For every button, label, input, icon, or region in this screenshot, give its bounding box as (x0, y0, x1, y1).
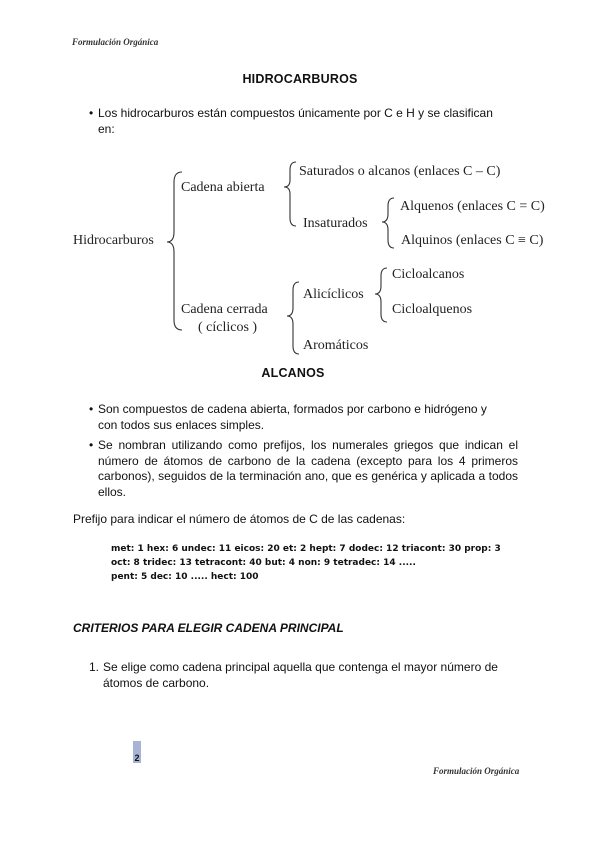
prefix-line-1: met: 1 hex: 6 undec: 11 eicos: 20 et: 2 hept: 7 dodec: 12 triacont: 30 prop: 3 (111, 544, 501, 554)
diagram-saturated: Saturados o alcanos (enlaces C – C) (299, 164, 501, 179)
diagram-alicyclic: Alicíclicos (303, 287, 364, 302)
bullet-dot: • (89, 438, 94, 452)
brace-cadena-cerrada (287, 282, 299, 354)
page-number: 2 (133, 741, 141, 763)
bullet-text: Los hidrocarburos están compuestos únicamente por C e H y se clasifican en: (98, 106, 493, 136)
diagram-aromatic: Aromáticos (303, 338, 369, 353)
criterion-text: Se elige como cadena principal aquella que contenga el mayor número de átomos de carbono. (103, 660, 498, 690)
brace-hidrocarburos (167, 172, 182, 330)
criterion-item-1 (89, 660, 509, 691)
diagram-root: Hidrocarburos (73, 233, 154, 248)
bullet-dot: • (89, 402, 94, 416)
diagram-alkynes: Alquinos (enlaces C ≡ C) (401, 233, 544, 248)
diagram-unsaturated: Insaturados (303, 216, 368, 231)
prefix-list (111, 542, 501, 584)
page-header: Formulación Orgánica (72, 37, 159, 47)
diagram-closed-chain: Cadena cerrada (181, 302, 268, 317)
diagram-closed-chain-sub: ( cíclicos ) (198, 320, 258, 335)
diagram-cycloalkanes: Cicloalcanos (392, 267, 465, 282)
section-title-criterios: CRITERIOS PARA ELEGIR CADENA PRINCIPAL (73, 621, 344, 635)
prefix-intro: Prefijo para indicar el número de átomos de C de las cadenas: (73, 512, 406, 526)
section-title-hidrocarburos: HIDROCARBUROS (242, 72, 358, 86)
prefix-line-3: pent: 5 dec: 10 ..... hect: 100 (111, 572, 259, 582)
diagram-alkenes: Alquenos (enlaces C = C) (400, 199, 545, 214)
bullet-alcanos-2 (89, 438, 518, 500)
criterion-number: 1. (89, 660, 100, 674)
diagram-cycloalkenes: Cicloalquenos (392, 302, 473, 317)
page-footer: Formulación Orgánica (433, 766, 520, 776)
bullet-dot: • (89, 106, 94, 120)
prefix-line-2: oct: 8 tridec: 13 tetracont: 40 but: 4 non: 9 tetradec: 14 ..... (111, 558, 416, 568)
bullet-text: Se nombran utilizando como prefijos, los numerales griegos que indican el número de átomos de carbono de la cadena (excepto para los 4 primeros carbonos), seguidos de la terminación ano, que es genérica y aplicada a todos ellos. (98, 438, 518, 499)
bullet-alcanos-1 (89, 402, 507, 433)
diagram-open-chain: Cadena abierta (181, 180, 265, 195)
section-title-alcanos: ALCANOS (261, 366, 325, 380)
brace-insaturados (382, 198, 394, 248)
brace-aliciclicos (375, 268, 387, 322)
bullet-text: Son compuestos de cadena abierta, formados por carbono e hidrógeno y con todos sus enlaces simples. (98, 402, 487, 432)
brace-cadena-abierta (284, 162, 296, 226)
